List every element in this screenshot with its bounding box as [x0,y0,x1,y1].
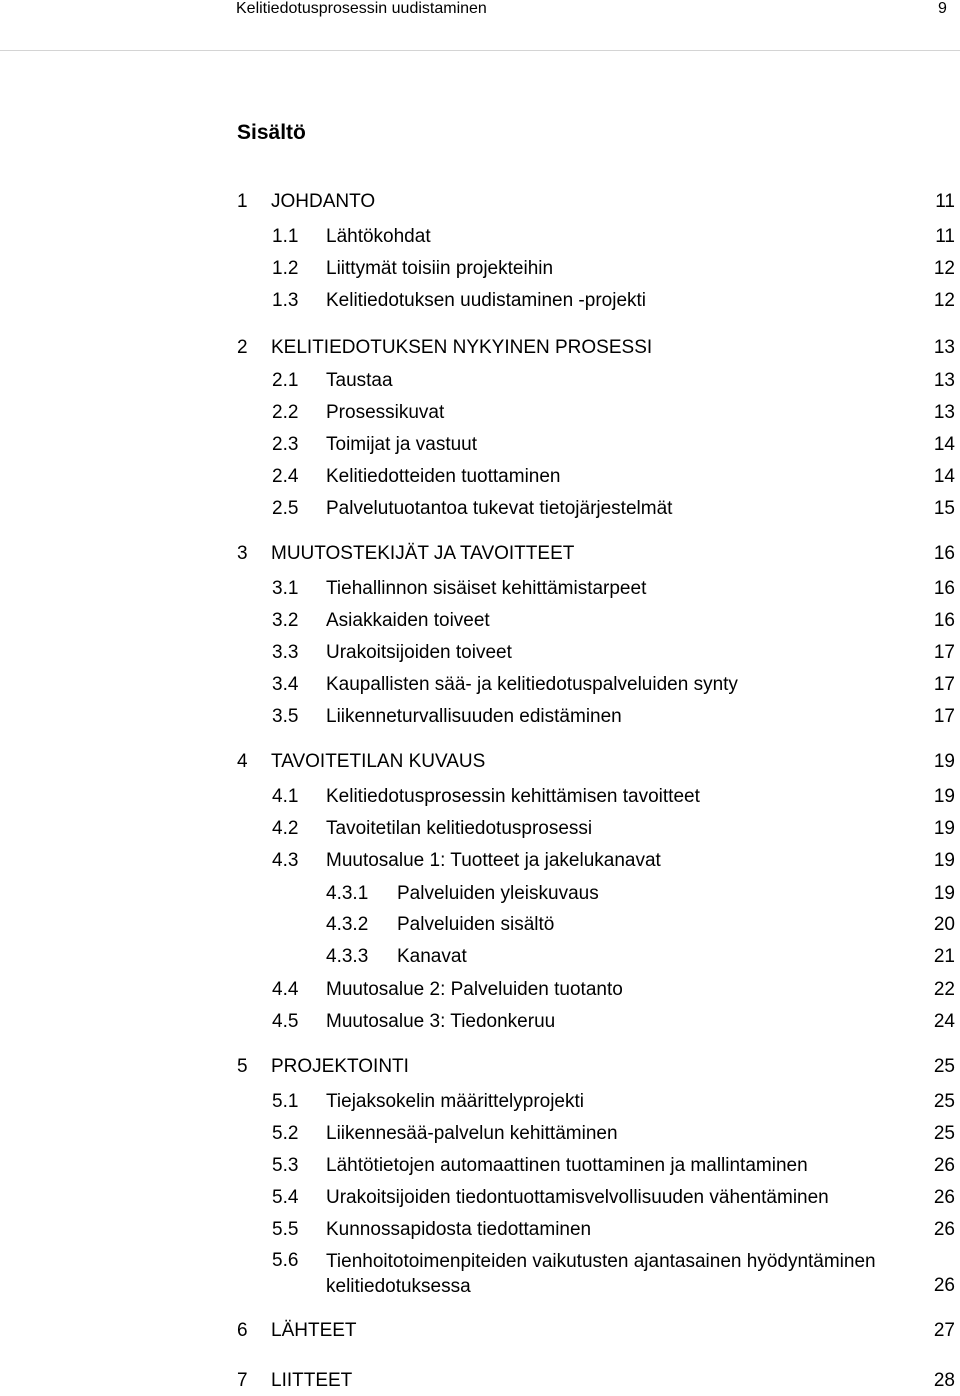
toc-entry-number: 5 [237,1056,248,1077]
toc-entry-label: Liikenneturvallisuuden edistäminen [326,706,622,727]
toc-entry-page: 25 [933,1123,955,1144]
toc-entry-label: Kelitiedotusprosessin kehittämisen tavoitteet [326,786,700,807]
toc-entry-page: 19 [933,751,955,772]
toc-entry-number: 3 [237,543,248,564]
toc-entry-page: 14 [933,466,955,487]
toc-entry-label: LÄHTEET [271,1320,357,1341]
toc-entry-label: Kelitiedotuksen uudistaminen -projekti [326,290,647,311]
toc-entry-label: Tavoitetilan kelitiedotusprosessi [326,818,593,839]
toc-entry-label: Palveluiden sisältö [397,914,555,935]
toc-entry-page: 17 [933,674,955,695]
toc-entry-label: Urakoitsijoiden tiedontuottamisvelvollisuuden vähentäminen [326,1187,829,1208]
toc-entry-label: Kaupallisten sää- ja kelitiedotuspalveluiden synty [326,674,738,695]
toc-entry-number: 1.3 [272,290,299,311]
toc-entry-page: 27 [933,1320,955,1341]
toc-entry-number: 5.5 [272,1219,299,1240]
toc-entry-label: Kanavat [397,946,467,967]
toc-entry-page: 21 [933,946,955,967]
toc-entry-page: 16 [933,543,955,564]
toc-entry-label: TAVOITETILAN KUVAUS [271,751,486,772]
toc-heading: Sisältö [237,121,306,144]
toc-entry-page: 19 [933,818,955,839]
toc-entry-label: Tienhoitotoimenpiteiden vaikutusten ajantasainen hyödyntäminen kelitiedotuksessa [326,1251,876,1297]
toc-entry-number: 1.1 [272,226,299,247]
toc-entry-label: Asiakkaiden toiveet [326,610,490,631]
toc-entry-number: 5.2 [272,1123,299,1144]
toc-entry-page: 11 [935,226,955,247]
toc-entry-number: 4.3.2 [326,914,369,935]
toc-entry-label: Muutosalue 2: Palveluiden tuotanto [326,979,623,1000]
toc-entry-label: Toimijat ja vastuut [326,434,478,455]
toc-entry-label: Palveluiden yleiskuvaus [397,883,599,904]
toc-entry-number: 4.3.3 [326,946,369,967]
toc-entry-number: 4.2 [272,818,299,839]
toc-entry-label: Lähtökohdat [326,226,431,247]
toc-entry-label: LIITTEET [271,1370,353,1391]
toc-entry-page: 28 [933,1370,955,1391]
toc-entry-page: 12 [933,290,955,311]
toc-entry-number: 4.4 [272,979,299,1000]
toc-entry-number: 2.3 [272,434,299,455]
toc-entry-label: Muutosalue 1: Tuotteet ja jakelukanavat [326,850,661,871]
toc-entry-number: 3.1 [272,578,299,599]
toc-entry-page: 11 [935,191,955,212]
toc-entry-number: 4.5 [272,1011,299,1032]
toc-entry-page: 25 [933,1056,955,1077]
toc-entry-page: 26 [933,1219,955,1240]
toc-entry-label: Palvelutuotantoa tukevat tietojärjestelmät [326,498,673,519]
toc-entry-label: Kunnossapidosta tiedottaminen [326,1219,592,1240]
toc-entry-page: 20 [933,914,955,935]
toc-entry-page: 17 [933,706,955,727]
toc-entry-number: 1.2 [272,258,299,279]
toc-entry-number: 5.1 [272,1091,299,1112]
toc-entry-label: Kelitiedotteiden tuottaminen [326,466,561,487]
toc-entry-number: 4.3.1 [326,883,369,904]
toc-entry-number: 5.6 [272,1250,299,1271]
toc-entry-number: 5.3 [272,1155,299,1176]
toc-entry-number: 4.1 [272,786,299,807]
toc-entry-page: 15 [933,498,955,519]
toc-entry-number: 2.2 [272,402,299,423]
toc-entry-label: KELITIEDOTUKSEN NYKYINEN PROSESSI [271,337,653,358]
toc-entry-number: 1 [237,191,248,212]
page-number: 9 [938,0,947,17]
toc-entry-label: JOHDANTO [271,191,376,212]
toc-entry-page: 26 [933,1155,955,1176]
toc-entry-label: Urakoitsijoiden toiveet [326,642,512,663]
toc-entry-number: 7 [237,1370,248,1391]
toc-entry-label: Lähtötietojen automaattinen tuottaminen ja mallintaminen [326,1155,808,1176]
toc-entry-number: 2.1 [272,370,299,391]
toc-entry-page: 26 [933,1187,955,1208]
toc-entry-page: 19 [933,883,955,904]
toc-entry-number: 5.4 [272,1187,299,1208]
toc-entry-label: Prosessikuvat [326,402,445,423]
toc-entry-page: 24 [933,1011,955,1032]
toc-entry-label: Tiehallinnon sisäiset kehittämistarpeet [326,578,647,599]
toc-entry-number: 6 [237,1320,248,1341]
toc-entry-page: 12 [933,258,955,279]
toc-entry-page: 19 [933,786,955,807]
toc-entry-number: 3.3 [272,642,299,663]
toc-entry-page: 14 [933,434,955,455]
running-header-title: Kelitiedotusprosessin uudistaminen [236,0,487,17]
toc-entry-page: 16 [933,578,955,599]
toc-entry-page: 26 [933,1275,955,1296]
toc-entry-label: Taustaa [326,370,393,391]
toc-entry-page: 13 [933,337,955,358]
toc-entry-label: Tiejaksokelin määrittelyprojekti [326,1091,585,1112]
toc-entry-number: 2.4 [272,466,299,487]
toc-entry-page: 17 [933,642,955,663]
toc-entry-page: 13 [933,370,955,391]
toc-entry-number: 2 [237,337,248,358]
toc-entry-number: 3.4 [272,674,299,695]
toc-entry-number: 2.5 [272,498,299,519]
toc-entry-page: 16 [933,610,955,631]
toc-entry-label: Muutosalue 3: Tiedonkeruu [326,1011,556,1032]
toc-entry-page: 22 [933,979,955,1000]
toc-entry-label: PROJEKTOINTI [271,1056,409,1077]
toc-entry-page: 25 [933,1091,955,1112]
toc-entry-page: 13 [933,402,955,423]
toc-entry-label: Liikennesää-palvelun kehittäminen [326,1123,618,1144]
toc-entry-label: MUUTOSTEKIJÄT JA TAVOITTEET [271,543,575,564]
toc-entry-number: 4 [237,751,248,772]
toc-entry-number: 3.5 [272,706,299,727]
toc-entry-number: 4.3 [272,850,299,871]
toc-entry-page: 19 [933,850,955,871]
toc-entry-number: 3.2 [272,610,299,631]
toc-entry-label: Liittymät toisiin projekteihin [326,258,554,279]
